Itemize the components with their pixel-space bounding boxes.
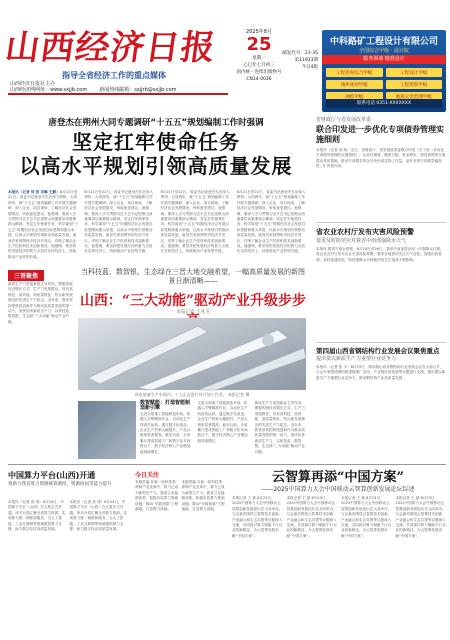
lead-kicker: 唐登杰在朔州大同专题调研“十五五”规划编制工作时强调 [48, 118, 264, 128]
cn-number-label: 国内统一连续出版物号 [236, 70, 282, 75]
right-column [316, 116, 446, 307]
postal-code: 邮发代号：21-35 [282, 51, 318, 56]
feature-mid-column [140, 401, 193, 457]
right-low-subhead: 提出要以新质生产力重塑行业竞争力 [316, 356, 397, 362]
bottom-article-1-headline[interactable]: 中国算力平台(山西)开通 [8, 471, 96, 480]
lead-text: 8月21日至22日，省委书记唐登杰先后深入朔州、大同两市，就“十五五”规划编制工作开展专题调研，深入企业、项目现场，了解经济社会发展情况，听取意见建议。他强调，要深入学习贯彻习近平总书记视察山西重要讲话重要指示精神，坚定扛牢使命任务，科学谋划“十五五”时期经济社会发展目标思路和重大举措，以高水平规划引领推动高质量发展。唐登杰来到朔州市经济开发区，详细了解企业生产经营和技术创新情况。他强调，要坚持把发展经济的着力点放在实体经济上，持续推动产业转型升级。 [84, 190, 154, 254]
feature-photo[interactable] [78, 318, 306, 390]
ad-chip: 工程勘察甲级 [386, 80, 443, 89]
ad-chip: 工程咨询综合甲级 [326, 68, 383, 77]
divider [316, 222, 446, 223]
bottom-article-1-body [8, 500, 128, 634]
feature-mid-column: 走进太原重工智能制造车间，机器人手臂精准作业，自动化生产线高效运转。通过数字化改造，企业生产效率大幅提升，产品合格率显著提高。截至目前，全省累计建成智能工厂和数字化车间数百个，数字经济核心产业增加值持续增长。 [197, 401, 248, 443]
ad-chip: 工程设计甲级 [386, 68, 443, 77]
feature-byline: 本报记者 王兆飞 [176, 310, 210, 315]
bottom-article-3-column: 本报记者 王 斌 8月23日，2025中国算力大会中国移动云智算创新发展论坛在大同举办。与会嘉宾围绕云智算技术创新、产业融合和生态共建等议题深入交流，共同探讨算力赋能千行百业的新路径，为云智算发展贡献“中国方案”。 [395, 496, 446, 538]
right-top-kicker: 省财政厅与省发展改革委 [316, 117, 372, 123]
bottom-article-2-column: 本版责编 在新一轮科技革命和产业变革中，算力已成为新型生产力。我省立足能源优势，积极布局算力基础设施，推动“东数西算”工程落地，打造算力高地。 [181, 480, 225, 512]
date-block [232, 28, 286, 83]
issue-block [282, 50, 318, 71]
right-top-text: 本报讯（记者 刘 萌）近日，省财政厅、省发展改革委联合印发《关于进一步优化专项债券管理的实施细则》，从项目储备、额度分配、资金使用、绩效管理等方面提出具体措施，推动专项债券资金尽快形成实物工作量，更好发挥专项债券稳投资、扩内需作用。 [316, 148, 446, 169]
issue-number: 第11923期 [294, 58, 318, 63]
lead-column [84, 190, 155, 252]
lead-text: 8月21日至22日，省委书记唐登杰先后深入朔州、大同两市，就“十五五”规划编制工作开展专题调研，深入企业、项目现场，了解经济社会发展情况，听取意见建议。他强调，要深入学习贯彻习近平总书记视察山西重要讲话重要指示精神，坚定扛牢使命任务，科学谋划“十五五”时期经济社会发展目标思路和重大举措，以高水平规划引领推动高质量发展。唐登杰来到朔州市经济开发区，详细了解企业生产经营和技术创新情况。他强调，要坚持把发展经济的着力点放在实体经济上，持续推动产业转型升级。 [236, 190, 306, 254]
date-day: 25 [246, 34, 272, 55]
bottom-article-3-column: 本报记者 王 斌 8月23日，2025中国算力大会中国移动云智算创新发展论坛在大同举办。与会嘉宾围绕云智算技术创新、产业融合和生态共建等议题深入交流，共同探讨算力赋能千行百业的新路径，为云智算发展贡献“中国方案”。 [341, 496, 392, 538]
today-focus-tag: 今日关注 [135, 472, 160, 479]
lead-headline-line-2: 以高水平规划引领高质量发展 [19, 154, 293, 178]
site-link[interactable]: 山西经济网网址：www.sxjjb.com [10, 87, 88, 93]
ad-footer: 联系电话 0351-XXXXXXX [326, 99, 442, 108]
slogan: 指导全省经济工作的重点媒体 [62, 71, 166, 80]
bottom-article-2-column: 本版责编 在新一轮科技革命和产业变革中，算力已成为新型生产力。我省立足能源优势，积极布局算力基础设施，推动“东数西算”工程落地，打造算力高地。 [135, 480, 179, 512]
email-link[interactable]: 新闻热线邮箱：sxjjrb@sxjjb.com [99, 87, 177, 93]
lunar-date: 乙巳年七月初三 [243, 63, 275, 68]
lead-text: 8月21日至22日，省委书记唐登杰先后深入朔州、大同两市，就“十五五”规划编制工作开展专题调研，深入企业、项目现场，了解经济社会发展情况，听取意见建议。他强调，要深入学习贯彻习近平总书记视察山西重要讲话重要指示精神，坚定扛牢使命任务，科学谋划“十五五”时期经济社会发展目标思路和重大举措，以高水平规划引领推动高质量发展。唐登杰来到朔州市经济开发区，详细了解企业生产经营和技术创新情况。他强调，要坚持把发展经济的着力点放在实体经济上，持续推动产业转型升级。 [160, 190, 230, 254]
bottom-article-1-column: 本报讯（记者 高 靖）8月24日，中国算力平台（山西）在太原正式开通。该平台将汇聚全省算力资源，实现算力统一调度和服务，为人工智能、工业互联网等领域提供算力支撑，助力数字经济高质量发展。 [69, 500, 127, 532]
feature-mid-headline: 数智赋能：打造智能制造新引擎 [140, 400, 191, 412]
lead-column [8, 190, 79, 259]
ad-title: 中科路矿工程设计有限公司 [329, 37, 438, 47]
ad-subtitle: 全国综合甲级 · 设计院 [359, 48, 409, 54]
bottom-divider [8, 464, 446, 465]
bottom-article-3-subhead: ——2025中国算力大会中国移动云智算创新发展论坛综述 [261, 486, 415, 493]
ad-chip: 地质灾害治理甲级 [386, 92, 443, 101]
right-lower-column [316, 338, 446, 461]
lead-column [161, 190, 232, 252]
ad-band: 服务领域 精准设计 [322, 55, 446, 64]
newspaper-logo: 山西经济日报 [2, 28, 219, 68]
bottom-article-3-headline[interactable]: 云智算再添“中国方案” [272, 470, 404, 485]
page-count: 今日4版 [301, 65, 318, 70]
bottom-article-3-column: 本报记者 王 斌 8月23日，2025中国算力大会中国移动云智算创新发展论坛在大同举办。与会嘉宾围绕云智算技术创新、产业融合和生态共建等议题深入交流，共同探讨算力赋能千行百业的新路径，为云智算发展贡献“中国方案”。 [286, 496, 337, 538]
feature-mid-text [140, 401, 308, 457]
bottom-article-3-column: 本报记者 王 斌 8月23日，2025中国算力大会中国移动云智算创新发展论坛在大同举办。与会嘉宾围绕云智算技术创新、产业融合和生态共建等议题深入交流，共同探讨算力赋能千行百业的新路径，为云智算发展贡献“中国方案”。 [232, 496, 283, 538]
ad-chip: 测绘甲级 [326, 92, 383, 101]
bottom-article-3-body [232, 496, 446, 634]
lead-headline[interactable] [6, 130, 306, 178]
ad-chip-grid [326, 68, 442, 101]
feature-photo-small[interactable] [78, 401, 136, 459]
lead-column [237, 190, 308, 252]
masthead-rule [8, 93, 228, 95]
weekday: 星期一 [252, 56, 266, 61]
ad-chip: 城乡规划甲级 [326, 80, 383, 89]
right-mid-text: 本报讯 据省气象台预报，8月24日至26日，我省中南部将出现一次强降水过程。省农业农村厅发布农业灾害风险预警，要求各地密切关注天气变化，加强田间管理，及时疏通沟渠，防范强降水对秋粮作物生长造成不利影响。 [316, 247, 444, 262]
right-top-headline[interactable]: 联合印发进一步优化专项债券管理实施细则 [316, 125, 444, 144]
bottom-article-1-subhead: 将助力我省算力资源统筹调度，资源协同等能力提升 [8, 482, 112, 487]
feature-left-column: 新质生产力是创新起主导作用，摆脱传统经济增长方式、生产力发展路径，具有高科技、高效能、高质量特征，符合新发展理念的先进生产力质态。近年来，我省坚持把科技创新作为推动高质量发展的第一动力，加快培育新质生产力，以科技蓝、数智银、生态绿“三大动能”驱动产业升级。 [8, 282, 73, 324]
lead-body [8, 190, 308, 259]
feature-photo-caption: 风电装备生产车间内，工人正在进行叶片加工作业。 本报记者 摄 [134, 392, 250, 397]
lead-byline: 本报讯（记者 何 晋 刘琳 王静） [8, 190, 60, 194]
publisher-line: 山西经济日报社主办 [10, 81, 56, 87]
feature-tag: 三晋聚焦 [8, 270, 44, 281]
lead-headline-line-1: 坚定扛牢使命任务 [72, 130, 240, 154]
bottom-article-1-column: 本报讯（记者 高 靖）8月24日，中国算力平台（山西）在太原正式开通。该平台将汇聚全省算力资源，实现算力统一调度和服务，为人工智能、工业互联网等领域提供算力支撑，助力数字经济高质量发展。 [8, 500, 66, 532]
feature-left-text [8, 282, 74, 454]
lead-text: 8月21日至22日，省委书记唐登杰先后深入朔州、大同两市，就“十五五”规划编制工作开展专题调研，深入企业、项目现场，了解经济社会发展情况，听取意见建议。他强调，要深入学习贯彻习近平总书记视察山西重要讲话重要指示精神，坚定扛牢使命任务，科学谋划“十五五”时期经济社会发展目标思路和重大举措，以高水平规划引领推动高质量发展。唐登杰来到朔州市经济开发区，详细了解企业生产经营和技术创新情况。他强调，要坚持把发展经济的着力点放在实体经济上，持续推动产业转型升级。 [8, 190, 79, 259]
cn-number: CN14-0036 [246, 77, 272, 82]
ad-banner[interactable] [322, 30, 446, 112]
contact-row [10, 86, 235, 93]
right-low-text: 本报讯（记者 张 宇）8月23日，第四届山西省钢结构行业发展会议在太原召开，与会专家围绕钢结构建筑推广应用、产业链协同发展等议题进行交流，提出要以新质生产力重塑行业竞争力，推动钢结构产业高质量发展。 [316, 365, 446, 380]
masthead [0, 0, 450, 110]
bottom-article-2-body [135, 480, 225, 634]
right-low-headline[interactable]: 第四届山西省钢结构行业发展会议聚焦重点 [316, 347, 440, 355]
right-mid-subhead: 要求及时防范应对我省中南部强降水天气 [316, 238, 407, 244]
feature-mid-column: 新质生产力是创新起主导作用，摆脱传统经济增长方式、生产力发展路径，具有高科技、高效能、高质量特征，符合新发展理念的先进生产力质态。近年来，我省坚持把科技创新作为推动高质量发展的第一动力，加快培育新质生产力，以科技蓝、数智银、生态绿“三大动能”驱动产业升级。 [254, 401, 306, 454]
right-mid-headline[interactable]: 省农业农村厅发布灾害风险预警 [316, 228, 414, 236]
divider [316, 342, 446, 343]
feature-mid-text-body: 走进太原重工智能制造车间，机器人手臂精准作业，自动化生产线高效运转。通过数字化改造，企业生产效率大幅提升，产品合格率显著提高。截至目前，全省累计建成智能工厂和数字化车间数百个，数字经济核心产业增加值持续增长。 [140, 411, 191, 454]
wind-blade-illustration [78, 318, 306, 390]
date-year-month: 2025年8月 [246, 29, 272, 35]
feature-subhead: 当科技蓝、数智银、生态绿在三晋大地交融希望，一幅高质量发展的新图景日渐清晰—— [81, 268, 305, 285]
feature-headline[interactable]: 山西：“三大动能”驱动产业升级步步 [79, 293, 307, 309]
